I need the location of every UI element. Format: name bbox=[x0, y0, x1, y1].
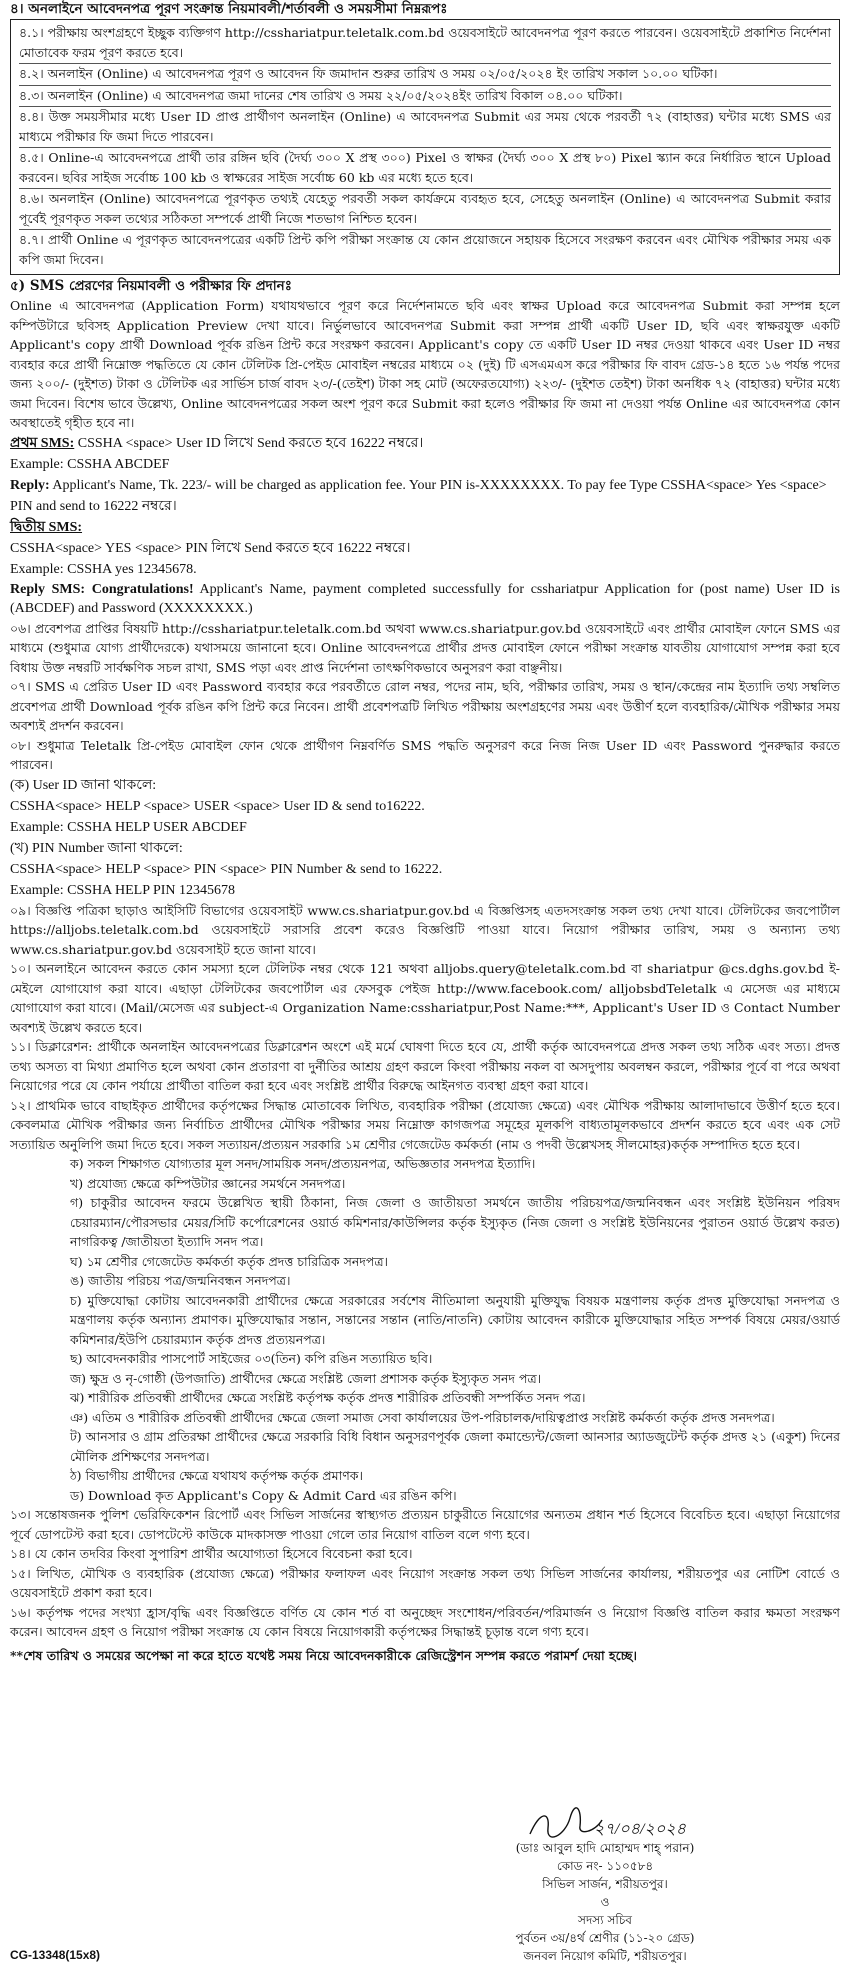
section-4-item: ৪.১। পরীক্ষায় অংশগ্রহণে ইচ্ছুক ব্যক্তিগণ http://csshariatpur.teletalk.com.bd ওয়েবসাইটে আবেদনপত্র পূরণ করতে পারবেন। ওয়েবসাইটে প্রকাশিত নির্দেশনা মোতাবেক ফরম পূরণ করতে হবে। bbox=[19, 23, 831, 64]
section-5-intro: Online এ আবেদনপত্র (Application Form) যথাযথভাবে পূরণ করে নির্দেশনামতে ছবি এবং স্বাক্ষর Upload করে আবেদনপত্র Submit করা সম্পন্ন হলে কম্পিউটারে ছবিসহ Application Preview দেখা যাবে। নির্ভুলভাবে আবেদনপত্র Submit করা সম্পন্ন প্রার্থী একটি User ID, ছবি এবং স্বাক্ষরযুক্ত একটি Applicant's copy প্রার্থী Download পূর্বক রঙিন প্রিন্ট করে সংরক্ষণ করবেন। Applicant's copy তে একটি User ID নম্বর দেওয়া থাকবে এবং User ID নম্বর ব্যবহার করে প্রার্থী নিম্নোক্ত পদ্ধতিতে যে কোন টেলিটক প্রি-পেইড মোবাইল নম্বরের মাধ্যমে ০২ (দুই) টি এসএমএস করে পরীক্ষার ফি বাবদ গ্রেড-১৪ হতে ১৬ পর্যন্ত পদের জন্য ২০০/- (দুইশত) টাকা ও টেলিটক এর সার্ভিস চার্জ বাবদ ২৩/-(তেইশ) টাকা সহ মোট (অফেরতযোগ্য) ২২৩/- (দুইশত তেইশ) টাকা অনধিক ৭২ (বাহাত্তর) ঘন্টার মধ্যে জমা দিবেন। বিশেষ ভাবে উল্লেখ্য, Online আবেদনপত্রের সকল অংশ পূরণ করে Submit করা হলেও পরীক্ষার ফি জমা না দেওয়া পর্যন্ত Online এর আবেদনপত্র কোন অবস্থাতেই গৃহীত হবে না। bbox=[10, 298, 840, 430]
list-item: ঝ) শারীরিক প্রতিবন্ধী প্রার্থীদের ক্ষেত্রে সংশ্লিষ্ট কর্তৃপক্ষ কর্তৃক প্রদত্ত শারীরিক প্রতিবন্ধী সম্পর্কিত সনদ পত্র। bbox=[70, 1390, 586, 1405]
section-5-heading: ৫) SMS প্রেরণের নিয়মাবলী ও পরীক্ষার ফি প্রদানঃ bbox=[10, 278, 292, 294]
reply-label: Reply: bbox=[10, 477, 50, 493]
footer-note: **শেষ তারিখ ও সময়ের অপেক্ষা না করে হাতে যথেষ্ট সময় নিয়ে আবেদনকারীকে রেজিস্ট্রেশন সম্পন্ন করতে পরামর্শ দেয়া হচ্ছে। bbox=[10, 1647, 637, 1663]
section-10: ১০। অনলাইনে আবেদন করতে কোন সমস্যা হলে টেলিটক নম্বর থেকে 121 অথবা alljobs.query@teletalk.com.bd বা shariatpur @cs.dghs.gov.bd ই-মেইলে যোগাযোগ করা যাবে। এছাড়া টেলিটকের জবপোর্টাল এর ফেসবুক পেইজ http://www.facebook.com/ alljobsbdTeletalk এ মেসেজ এর মাধ্যমে যোগাযোগ করা যাবে। (Mail/মেসেজ এর subject-এ Organization Name:csshariatpur,Post Name:***, Applicant's User ID ও Contact Number অবশ্যই উল্লেখ করতে হবে। bbox=[10, 961, 840, 1035]
section-9: ০৯। বিজ্ঞপ্তি পত্রিকা ছাড়াও আইসিটি বিভাগের ওয়েবসাইট www.cs.shariatpur.gov.bd এ বিজ্ঞপ্তিসহ এতদসংক্রান্ত সকল তথ্য দেখা যাবে। টেলিটকের জবপোর্টাল https://alljobs.teletalk.com.bd ওয়েবসাইটে সরাসরি প্রবেশ করেও বিজ্ঞপ্তিটি পাওয়া যাবে। নিয়োগ পরীক্ষার তারিখ, সময় ও অন্যান্য তথ্য www.cs.shariatpur.gov.bd ওয়েবসাইট হতে জানা যাবে। bbox=[10, 902, 840, 957]
section-8-ka-label: (ক) User ID জানা থাকলে: bbox=[10, 777, 157, 793]
first-sms-text: CSSHA <space> User ID লিখে Send করতে হবে 16222 নম্বরে। bbox=[77, 435, 424, 451]
section-8-intro: ০৮। শুধুমাত্র Teletalk প্রি-পেইড মোবাইল ফোন থেকে প্রার্থীগণ নিম্নবর্ণিত SMS পদ্ধতি অনুসরণ করে নিজ নিজ User ID এবং Password পুনরুদ্ধার করতে পারবেন। bbox=[10, 737, 840, 772]
second-sms-example: Example: CSSHA yes 12345678. bbox=[10, 561, 197, 577]
reply-sms-line bbox=[10, 580, 840, 619]
section-12-intro: ১২। প্রাথমিক ভাবে বাছাইকৃত প্রার্থীদের কর্তৃপক্ষের সিদ্ধান্ত মোতাবেক লিখিত, ব্যবহারিক পরীক্ষা (প্রযোজ্য ক্ষেত্রে) এবং মৌখিক পরীক্ষায় আলাদাভাবে উত্তীর্ণ হতে হবে। কেবলমাত্র মৌখিক পরীক্ষার জন্য নির্বাচিত প্রার্থীদের মৌখিক পরীক্ষার সময় নিম্নোক্ত কাগজপত্র সমূহের মূলকপি বাধ্যতামূলকভাবে প্রদর্শন করতে হবে এবং এক সেট সত্যায়িত অনুলিপি জমা দিতে হবে। সকল সত্যায়ন/প্রত্যয়ন সরকারি ১ম শ্রেণীর গেজেটেড কর্মকর্তা (নাম ও পদবী উল্লেখসহ সীলমোহর)কর্তৃক সম্পাদিত হতে হবে। bbox=[10, 1097, 840, 1152]
list-item: ঘ) ১ম শ্রেণীর গেজেটেড কর্মকর্তা কর্তৃক প্রদত্ত চারিত্রিক সনদপত্র। bbox=[70, 1253, 389, 1269]
reply-sms-label: Reply SMS: Congratulations! bbox=[10, 581, 194, 597]
reply-sms-text: Applicant's Name, payment completed successfully for csshariatpur Application for (post name) User ID is (ABCDEF) and Password (XXXXXXXX.) bbox=[10, 581, 840, 616]
section-8-kha-example: Example: CSSHA HELP PIN 12345678 bbox=[10, 882, 236, 898]
section-16: ১৬। কর্তৃপক্ষ পদের সংখ্যা হ্রাস/বৃদ্ধি এবং বিজ্ঞপ্তিতে বর্ণিত যে কোন শর্ত বা অনুচ্ছেদ সংশোধন/পরিবর্তন/পরিমার্জন ও নিয়োগ বিজ্ঞপ্তি বাতিল করার ক্ষমতা সংরক্ষণ করেন। আবেদন গ্রহণ ও নিয়োগ পরীক্ষা সংক্রান্ত যে কোন বিষয়ে নিয়োগকারী কর্তৃপক্ষের সিদ্ধান্তই চূড়ান্ত বলে গণ্য হবে। bbox=[10, 1604, 840, 1639]
signer-role: সদস্য সচিব bbox=[578, 1913, 632, 1927]
first-sms-line bbox=[10, 433, 840, 454]
section-4-item: ৪.৬। অনলাইন (Online) আবেদনপত্রে পূরণকৃত তথ্যই যেহেতু পরবর্তী সকল কার্যক্রমে ব্যবহৃত হবে, সেহেতু অনলাইন (Online) এ আবেদনপত্র Submit করার পূর্বেই পূরণকৃত সকল তথ্যের সঠিকতা সম্পর্কে প্রার্থী নিজে শতভাগ নিশ্চিত হবেন। bbox=[19, 189, 831, 230]
section-6: ০৬। প্রবেশপত্র প্রাপ্তির বিষয়টি http://csshariatpur.teletalk.com.bd অথবা www.cs.shariatpur.gov.bd ওয়েবসাইটে এবং প্রার্থীর মোবাইল ফোনে SMS এর মাধ্যমে (শুধুমাত্র যোগ্য প্রার্থীদেরকে) যথাসময়ে জানানো হবে। Online আবেদনপত্রে প্রার্থীর প্রদত্ত মোবাইল ফোনে পরীক্ষা সংক্রান্ত যাবতীয় যোগাযোগ সম্পন্ন করা হবে বিধায় উক্ত নম্বরটি সার্বক্ষণিক সচল রাখা, SMS পড়া এবং প্রাপ্ত নির্দেশনা তাৎক্ষণিকভাবে অনুসরণ করা বাঞ্ছনীয়। bbox=[10, 620, 840, 675]
list-item: ঞ) এতিম ও শারীরিক প্রতিবন্ধী প্রার্থীদের ক্ষেত্রে জেলা সমাজ সেবা কার্যালয়ের উপ-পরিচালক/দায়িত্বপ্রাপ্ত সংশ্লিষ্ট কর্মকর্তা কর্তৃক প্রদত্ত সনদপত্র। bbox=[70, 1409, 775, 1425]
list-item: ঠ) বিভাগীয় প্রার্থীদের ক্ষেত্রে যথাযথ কর্তৃপক্ষ কর্তৃক প্রমাণক। bbox=[70, 1468, 363, 1483]
list-item: জ) ক্ষুদ্র ও নৃ-গোষ্ঠী (উপজাতি) প্রার্থীদের ক্ষেত্রে সংশ্লিষ্ট জেলা প্রশাসক কর্তৃক ইস্যুকৃত সনদ পত্র। bbox=[70, 1370, 542, 1386]
reply-text: Applicant's Name, Tk. 223/- will be charged as application fee. Your PIN is-XXXXXXXX. To pay fee Type CSSHA<space> Yes <space> PIN and send to 16222 নম্বরে। bbox=[10, 477, 827, 514]
signature-date: ২৭/০৪/২০২৪ bbox=[593, 1821, 687, 1838]
signer-title: সিভিল সার্জন, শরীয়তপুর। bbox=[542, 1877, 668, 1891]
list-item: খ) প্রযোজ্য ক্ষেত্রে কম্পিউটার জ্ঞানের সমর্থনে সনদপত্র। bbox=[70, 1175, 346, 1191]
list-item: ড) Download কৃত Applicant's Copy & Admit Card এর রঙিন কপি। bbox=[70, 1487, 457, 1503]
list-item: গ) চাকুরীর আবেদন ফরমে উল্লেখিত স্থায়ী ঠিকানা, নিজ জেলা ও জাতীয়তা সমর্থনে জাতীয় পরিচয়পত্র/জন্মনিবন্ধন এবং সংশ্লিষ্ট ইউনিয়ন পরিষদ চেয়ারম্যান/পৌরসভার মেয়র/সিটি কর্পোরেশনের ওয়ার্ড কমিশনার/কাউন্সিলর কর্তৃক ইস্যুকৃত (নিজ জেলা ও সংশ্লিষ্ট ইউনিয়নের পুরাতন ওয়ার্ড উল্লেখ করত) নাগরিকত্ব /জাতীয়তা ইত্যাদি সনদ পত্র। bbox=[70, 1195, 840, 1249]
list-item: ট) আনসার ও গ্রাম প্রতিরক্ষা প্রার্থীদের ক্ষেত্রে সরকারি বিধি বিধান অনুসরণপূর্বক জেলা কমান্ড্যেন্ট/জেলা আনসার অ্যাডজুটেন্ট কর্তৃক প্রদত্ত ২১ (একুশ) দিনের মৌলিক প্রশিক্ষণের সনদপত্র। bbox=[70, 1429, 840, 1464]
section-8-ka-example: Example: CSSHA HELP USER ABCDEF bbox=[10, 819, 247, 835]
signer-and: ও bbox=[600, 1895, 610, 1909]
section-4-item: ৪.৫। Online-এ আবেদনপত্রে প্রার্থী তার রঙ্গিন ছবি (দৈর্ঘ্য ৩০০ X প্রস্থ ৩০০) Pixel ও স্বাক্ষর (দৈর্ঘ্য ৩০০ X প্রস্থ ৮০) Pixel স্ক্যান করে নির্ধারিত স্থানে Upload করবেন। ছবির সাইজ সর্বোচ্চ 100 kb ও স্বাক্ষরের সাইজ সর্বোচ্চ 60 kb এর মধ্যে হতে হবে। bbox=[19, 148, 831, 189]
section-4-box bbox=[10, 19, 840, 275]
section-8-kha-label: (খ) PIN Number জানা থাকলে: bbox=[10, 840, 183, 856]
list-item: ছ) আবেদনকারীর পাসপোর্ট সাইজের ০৩(তিন) কপি রঙিন সত্যায়িত ছবি। bbox=[70, 1351, 433, 1366]
signer-code: কোড নং- ১১০৫৮৪ bbox=[556, 1859, 654, 1873]
section-12-list bbox=[70, 1154, 840, 1505]
section-13: ১৩। সন্তোষজনক পুলিশ ভেরিফিকেশন রিপোর্ট এবং সিভিল সার্জনের স্বাস্থ্যগত প্রত্যয়ন চাকুরীতে নিয়োগের অন্যতম প্রধান শর্ত হিসেবে বিবেচিত হবে। এছাড়া নিয়োগের পূর্বে ডোপটেস্ট করা হবে। ডোপটেস্টে কাউকে মাদকাসক্ত পাওয়া গেলে তার নিয়োগ বাতিল বলে গণ্য হবে। bbox=[10, 1507, 840, 1542]
first-sms-label: প্রথম SMS: bbox=[10, 435, 75, 451]
signature-block bbox=[470, 1806, 740, 1965]
list-item: ঙ) জাতীয় পরিচয় পত্র/জন্মনিবন্ধন সনদপত্র। bbox=[70, 1273, 291, 1288]
section-4-item: ৪.৩। অনলাইন (Online) এ আবেদনপত্র জমা দানের শেষ তারিখ ও সময় ২২/০৫/২০২৪ইং তারিখ বিকাল ০৪.০০ ঘটিকা। bbox=[19, 86, 831, 108]
section-7: ০৭। SMS এ প্রেরিত User ID এবং Password ব্যবহার করে পরবর্তীতে রোল নম্বর, পদের নাম, ছবি, পরীক্ষার তারিখ, সময় ও স্থান/কেন্দ্রের নাম ইত্যাদি তথ্য সম্বলিত প্রবেশপত্র প্রার্থী Download পূর্বক রঙিন কপি প্রিন্ট করে নিবেন। প্রার্থী প্রবেশপত্রটি লিখিত পরীক্ষায় অংশগ্রহণের সময় এবং উত্তীর্ণ হলে ব্যবহারিক/মৌখিক পরীক্ষার সময় অবশ্যই প্রদর্শন করবেন। bbox=[10, 679, 840, 733]
section-4-item: ৪.২। অনলাইন (Online) এ আবেদনপত্র পূরণ ও আবেদন ফি জমাদান শুরুর তারিখ ও সময় ০২/০৫/২০২৪ ইং তারিখ সকাল ১০.০০ ঘটিকা। bbox=[19, 64, 831, 86]
section-8-ka-text: CSSHA<space> HELP <space> USER <space> User ID & send to16222. bbox=[10, 798, 425, 814]
signer-name: (ডাঃ আবুল হাদি মোহাম্মদ শাহ্‌ পরান) bbox=[515, 1841, 695, 1855]
committee-line-1: পুর্বতন ৩য়/৪র্থ শ্রেণীর (১১-২০ গ্রেড) bbox=[515, 1931, 695, 1945]
second-sms-label: দ্বিতীয় SMS: bbox=[10, 519, 83, 535]
section-14: ১৪। যে কোন তদবির কিংবা সুপারিশ প্রার্থীর অযোগ্যতা হিসেবে বিবেচনা করা হবে। bbox=[10, 1546, 413, 1561]
second-sms-text: CSSHA<space> YES <space> PIN লিখে Send করতে হবে 16222 নম্বরে। bbox=[10, 540, 411, 556]
section-11: ১১। ডিক্লারেশন: প্রার্থীকে অনলাইন আবেদনপত্রের ডিক্লারেশন অংশে এই মর্মে ঘোষণা দিতে হবে যে, প্রার্থী কর্তৃক আবেদনপত্রে প্রদত্ত সকল তথ্য সঠিক এবং সত্য। প্রদত্ত তথ্য অসত্য বা মিথ্যা প্রমাণিত হলে অথবা কোন প্রতারণা বা দুর্নীতির আশ্রয় গ্রহণ করলে কিংবা পরীক্ষায় নকল বা অসদুপায় অবলম্বন করলে, পরীক্ষার পূর্বে বা পরে অথবা নিয়োগের পরে যে কোন পর্যায়ে প্রার্থীতা বাতিল করা হবে এবং সংশ্লিষ্ট প্রার্থীর বিরুদ্ধে আইনগত ব্যবস্থা গ্রহণ করা যাবে। bbox=[10, 1039, 840, 1093]
first-sms-example: Example: CSSHA ABCDEF bbox=[10, 456, 170, 472]
section-4-heading: ৪। অনলাইনে আবেদনপত্র পূরণ সংক্রান্ত নিয়মাবলী/শর্তাবলী ও সময়সীমা নিম্নরূপঃ bbox=[10, 1, 448, 17]
list-item: ক) সকল শিক্ষাগত যোগ্যতার মূল সনদ/সাময়িক সনদ/প্রত্যয়নপত্র, অভিজ্ঞতার সনদপত্র ইত্যাদি। bbox=[70, 1156, 536, 1171]
section-4-item: ৪.৪। উক্ত সময়সীমার মধ্যে User ID প্রাপ্ত প্রার্থীগণ অনলাইন (Online) এ আবেদনপত্র Submit এর সময় থেকে পরবর্তী ৭২ (বাহাত্তর) ঘন্টার মধ্যে SMS এর মাধ্যমে পরীক্ষার ফি জমা দিতে পারবেন। bbox=[19, 107, 831, 148]
section-8-kha-text: CSSHA<space> HELP <space> PIN <space> PIN Number & send to 16222. bbox=[10, 861, 443, 877]
committee-line-2: জনবল নিয়োগ কমিটি, শরীয়তপুর। bbox=[523, 1949, 687, 1963]
ad-code: CG-13348(15x8) bbox=[10, 1948, 101, 1962]
section-15: ১৫। লিখিত, মৌখিক ও ব্যবহারিক (প্রযোজ্য ক্ষেত্রে) পরীক্ষার ফলাফল এবং নিয়োগ সংক্রান্ত সকল তথ্য সিভিল সার্জনের কার্যালয়, শরীয়তপুর এর নোটিশ বোর্ডে ও ওয়েবসাইটে প্রকাশ করা হবে। bbox=[10, 1565, 840, 1600]
list-item: চ) মুক্তিযোদ্ধা কোটায় আবেদনকারী প্রার্থীদের ক্ষেত্রে সরকারের সর্বশেষ নীতিমালা অনুযায়ী মুক্তিযুদ্ধ বিষয়ক মন্ত্রণালয় কর্তৃক প্রদত্ত মুক্তিযোদ্ধা সনদপত্র ও মন্ত্রণালয় কর্তৃক অন্যান্য প্রমাণক। মুক্তিযোদ্ধার সন্তান, সন্তানের সন্তান (নাতি/নাতনি) কোটায় আবেদন কারীকে মুক্তিযোদ্ধার সহিত সম্পর্ক বিষয়ে মেয়র/ওয়ার্ড কমিশনার/ইউপি চেয়ারম্যান কর্তৃক প্রদত্ত প্রত্যয়নপত্র। bbox=[70, 1292, 840, 1347]
section-4-item: ৪.৭। প্রার্থী Online এ পূরণকৃত আবেদনপত্রের একটি প্রিন্ট কপি পরীক্ষা সংক্রান্ত যে কোন প্রয়োজনে সহায়ক হিসেবে সংরক্ষণ করবেন এবং মৌখিক পরীক্ষার সময় এক কপি জমা দিবেন। bbox=[19, 232, 831, 267]
reply-line bbox=[10, 475, 840, 517]
